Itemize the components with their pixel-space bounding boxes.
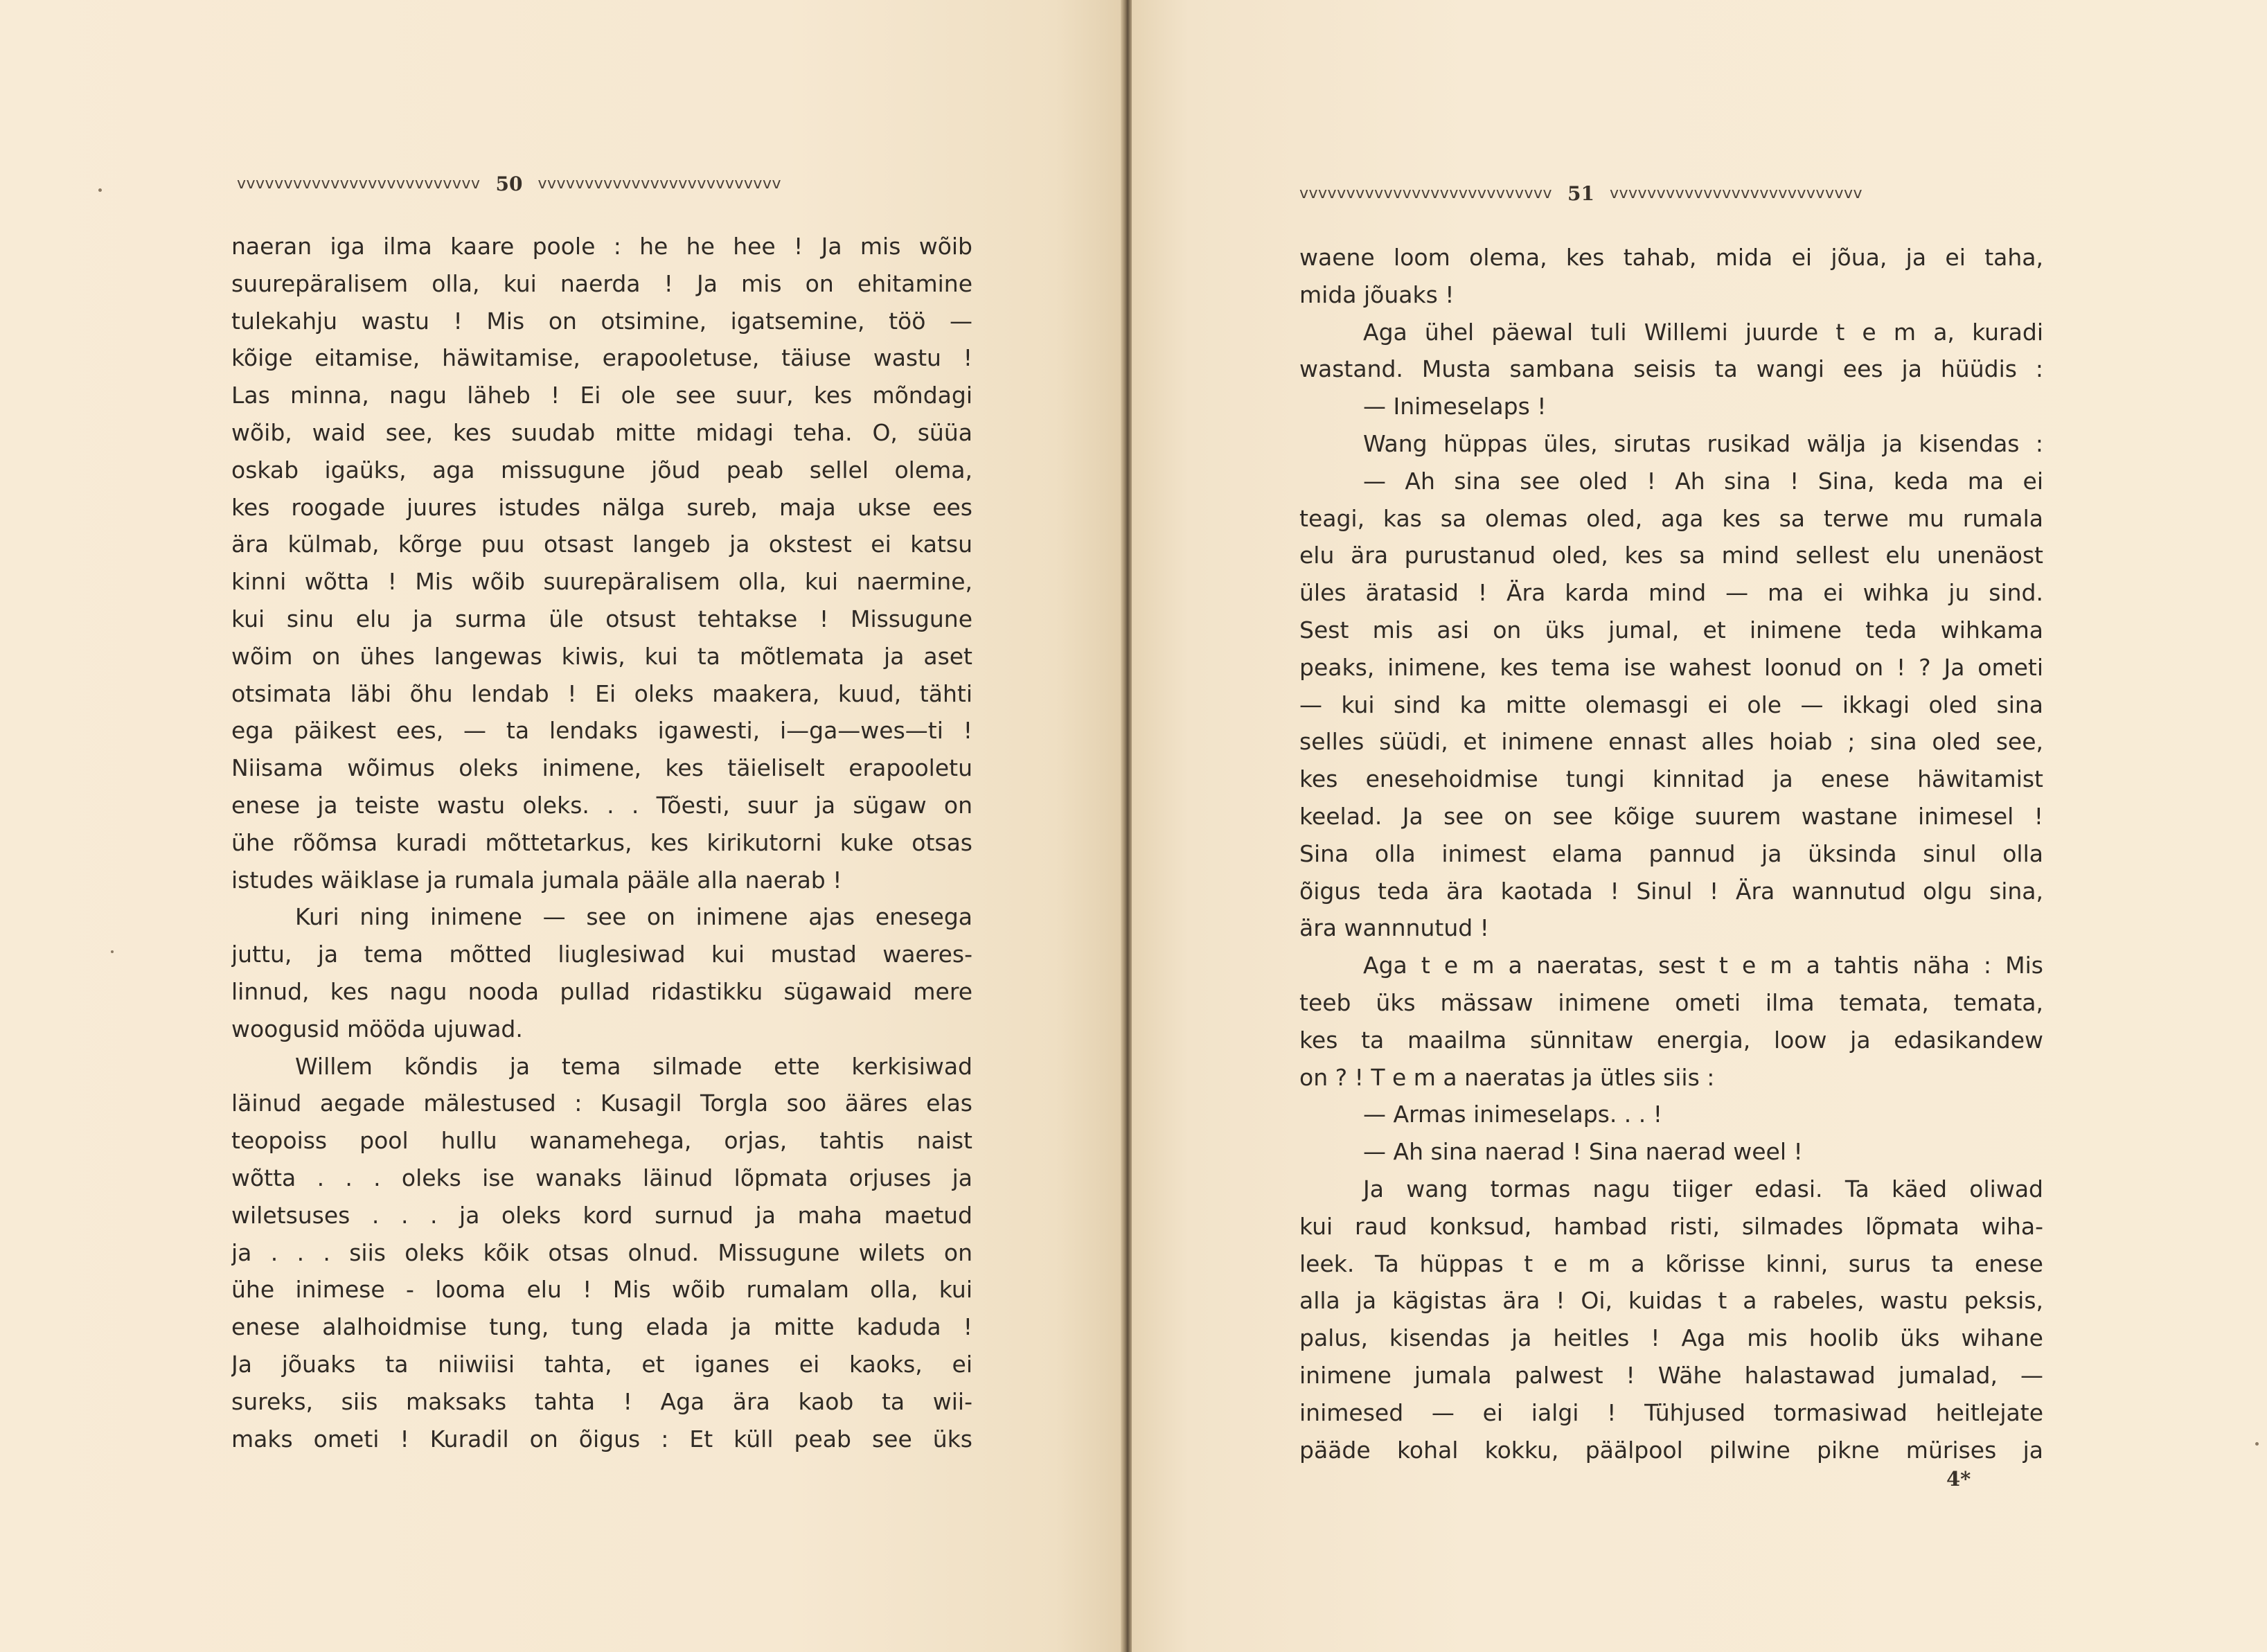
text-line: selles süüdi, et inimene ennast alles hoiab ; sina oled see, <box>1299 728 2043 756</box>
text-line: inimene jumala palwest ! Wähe halastawad jumalad, — <box>1299 1361 2043 1389</box>
text-line: — Inimeselaps ! <box>1363 393 1547 420</box>
text-line: ühe inimese - looma elu ! Mis wõib rumalam olla, kui <box>231 1276 972 1304</box>
text-line: suurepäralisem olla, kui naerda ! Ja mis on ehitamine <box>231 269 972 297</box>
text-line: üles äratasid ! Ära karda mind — ma ei wihka ju sind. <box>1299 579 2043 607</box>
text-line: ühe rõõmsa kuradi mõttetarkus, kes kirikutorni kuke otsas <box>231 828 972 856</box>
text-line: Sest mis asi on üks jumal, et inimene teda wihkama <box>1299 616 2043 643</box>
text-line: enese ja teiste wastu oleks. . . Tõesti, suur ja sügaw on <box>231 791 972 819</box>
text-line: Aga t e m a naeratas, sest t e m a tahtis näha : Mis <box>1363 952 2043 979</box>
text-line: kui sinu elu ja surma üle otsust tehtakse ! Missugune <box>231 605 972 632</box>
text-line: wõib, waid see, kes suudab mitte midagi teha. O, süüa <box>231 418 972 446</box>
text-line: teeb üks mässaw inimene ometi ilma temata, temata, <box>1299 988 2043 1016</box>
page-number: 51 <box>1567 181 1594 205</box>
paper-speck <box>2255 1442 2259 1446</box>
text-line: Ja wang tormas nagu tiiger edasi. Ta käed oliwad <box>1363 1175 2043 1202</box>
text-line: Niisama wõimus oleks inimene, kes täieliselt erapooletu <box>231 754 972 782</box>
text-line: ära wannnutud ! <box>1299 914 1489 942</box>
text-line: Sina olla inimest elama pannud ja üksinda sinul olla <box>1299 840 2043 867</box>
text-line: kes ta maailma sünnitaw energia, loow ja edasikandew <box>1299 1026 2043 1054</box>
text-line: woogusid mööda ujuwad. <box>231 1015 523 1042</box>
text-line: sureks, siis maksaks tahta ! Aga ära kaob ta wii- <box>231 1387 972 1415</box>
signature-mark: 4* <box>1946 1467 1971 1491</box>
text-line: naeran iga ilma kaare poole : he he hee ! Ja mis wõib <box>231 233 972 260</box>
text-line: Willem kõndis ja tema silmade ette kerkisiwad <box>295 1052 972 1080</box>
text-line: istudes wäiklase ja rumala jumala pääle alla naerab ! <box>231 866 842 894</box>
text-line: teopoiss pool hullu wanamehega, orjas, tahtis naist <box>231 1127 972 1155</box>
text-line: ja . . . siis oleks kõik otsas olnud. Missugune wilets on <box>231 1238 972 1266</box>
right-page-text <box>1299 239 2043 1468</box>
text-line: otsimata läbi õhu lendab ! Ei oleks maakera, kuud, tähti <box>231 680 972 707</box>
text-line: on ? ! T e m a naeratas ja ütles siis : <box>1299 1063 1715 1091</box>
header-ornament: vvvvvvvvvvvvvvvvvvvvvvvvvvv <box>1299 184 1553 202</box>
page-number: 50 <box>495 172 523 195</box>
text-line: waene loom olema, kes tahab, mida ei jõua, ja ei taha, <box>1299 244 2043 271</box>
paper-speck <box>111 950 114 953</box>
text-line: — Armas inimeselaps. . . ! <box>1363 1101 1662 1128</box>
text-line: wõtta . . . oleks ise wanaks läinud lõpmata orjuses ja <box>231 1164 972 1191</box>
header-ornament: vvvvvvvvvvvvvvvvvvvvvvvvvvv <box>1610 184 1863 202</box>
text-line: teagi, kas sa olemas oled, aga kes sa terwe mu rumala <box>1299 504 2043 532</box>
text-line: Las minna, nagu läheb ! Ei ole see suur, kes mõndagi <box>231 382 972 409</box>
text-line: enese alalhoidmise tung, tung elada ja mitte kaduda ! <box>231 1313 972 1341</box>
text-line: wiletsuses . . . ja oleks kord surnud ja maha maetud <box>231 1201 972 1229</box>
text-line: peaks, inimene, kes tema ise wahest loonud on ! ? Ja ometi <box>1299 653 2043 681</box>
text-line: maks ometi ! Kuradil on õigus : Et küll peab see üks <box>231 1425 972 1453</box>
text-line: tulekahju wastu ! Mis on otsimine, igatsemine, töö — <box>231 307 972 335</box>
text-line: wastand. Musta sambana seisis ta wangi ees ja hüüdis : <box>1299 355 2043 383</box>
text-line: kes enesehoidmise tungi kinnitad ja enese häwitamist <box>1299 765 2043 793</box>
text-line: läinud aegade mälestused : Kusagil Torgla soo ääres elas <box>231 1090 972 1117</box>
text-line: keelad. Ja see on see kõige suurem wastane inimesel ! <box>1299 802 2043 830</box>
running-head-left <box>237 172 985 195</box>
text-line: palus, kisendas ja heitles ! Aga mis hoolib üks wihane <box>1299 1324 2043 1352</box>
text-line: kes roogade juures istudes nälga sureb, maja ukse ees <box>231 493 972 521</box>
text-line: ära külmab, kõrge puu otsast langeb ja okstest ei katsu <box>231 531 972 558</box>
left-page-text <box>231 228 972 1457</box>
text-line: juttu, ja tema mõtted liuglesiwad kui mustad waeres- <box>231 941 972 968</box>
text-line: pääde kohal kokku, päälpool pilwine pikne mürises ja <box>1299 1436 2043 1464</box>
text-line: ega päikest ees, — ta lendaks igawesti, i—ga—wes—ti ! <box>231 717 972 745</box>
left-page <box>0 0 1123 1652</box>
text-line: mida jõuaks ! <box>1299 281 1455 308</box>
text-line: Wang hüppas üles, sirutas rusikad wälja ja kisendas : <box>1363 429 2043 457</box>
text-line: inimesed — ei ialgi ! Tühjused tormasiwad heitlejate <box>1299 1398 2043 1426</box>
text-line: alla ja kägistas ära ! Oi, kuidas t a rabeles, wastu peksis, <box>1299 1287 2043 1315</box>
paper-speck <box>98 188 102 192</box>
text-line: leek. Ta hüppas t e m a kõrisse kinni, surus ta enese <box>1299 1250 2043 1277</box>
text-line: elu ära purustanud oled, kes sa mind sellest elu unenäost <box>1299 542 2043 569</box>
text-line: kui raud konksud, hambad risti, silmades lõpmata wiha- <box>1299 1212 2043 1240</box>
text-line: linnud, kes nagu nooda pullad ridastikku sügawaid mere <box>231 977 972 1005</box>
text-line: wõim on ühes langewas kiwis, kui ta mõtlemata ja aset <box>231 642 972 670</box>
text-line: — Ah sina see oled ! Ah sina ! Sina, keda ma ei <box>1363 467 2043 495</box>
text-line: Aga ühel päewal tuli Willemi juurde t e m a, kuradi <box>1363 318 2043 346</box>
text-line: kinni wõtta ! Mis wõib suurepäralisem olla, kui naermine, <box>231 568 972 596</box>
right-page <box>1132 0 2267 1652</box>
text-line: kõige eitamise, häwitamise, erapooletuse, täiuse wastu ! <box>231 344 972 372</box>
header-ornament: vvvvvvvvvvvvvvvvvvvvvvvvvv <box>537 175 781 193</box>
text-line: Kuri ning inimene — see on inimene ajas enesega <box>295 903 972 931</box>
text-line: oskab igaüks, aga missugune jõud peab sellel olema, <box>231 456 972 483</box>
running-head-right <box>1299 181 2151 205</box>
text-line: — Ah sina naerad ! Sina naerad weel ! <box>1363 1138 1803 1166</box>
text-line: — kui sind ka mitte olemasgi ei ole — ikkagi oled sina <box>1299 691 2043 718</box>
text-line: Ja jõuaks ta niiwiisi tahta, et iganes ei kaoks, ei <box>231 1350 972 1378</box>
header-ornament: vvvvvvvvvvvvvvvvvvvvvvvvvv <box>237 175 481 193</box>
text-line: õigus teda ära kaotada ! Sinul ! Ära wannutud olgu sina, <box>1299 877 2043 905</box>
